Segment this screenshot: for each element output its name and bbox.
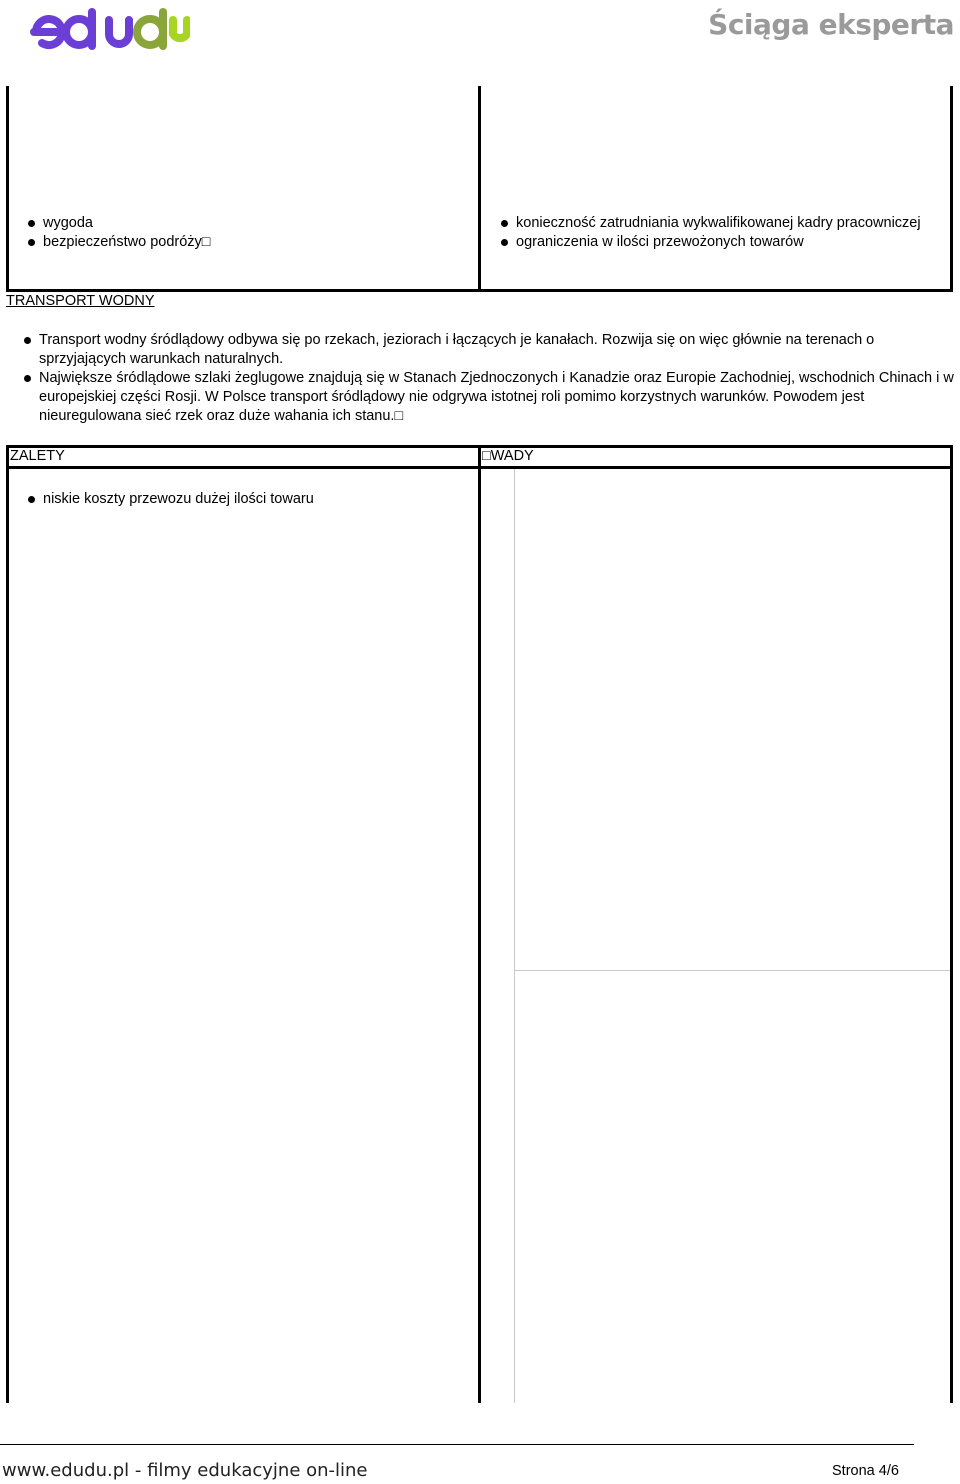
table-border xyxy=(950,86,953,292)
inner-border xyxy=(514,469,515,1403)
tagline: Ściąga eksperta xyxy=(708,8,954,41)
section-title: TRANSPORT WODNY xyxy=(6,293,155,309)
inner-border xyxy=(514,970,950,971)
page-number: Strona 4/6 xyxy=(832,1463,899,1479)
column-header-pros: ZALETY xyxy=(10,448,65,464)
edudu-logo xyxy=(28,6,190,50)
table-border xyxy=(6,289,953,292)
top-right-list xyxy=(501,214,946,252)
list-item: niskie koszty przewozu dużej ilości towaru xyxy=(28,490,468,509)
list-item: konieczność zatrudniania wykwalifikowanej kadry pracowniczej xyxy=(501,214,946,233)
top-left-list xyxy=(28,214,468,252)
column-header-cons: □WADY xyxy=(482,448,534,464)
table-border xyxy=(6,445,9,1403)
list-item: wygoda xyxy=(28,214,468,233)
table-border xyxy=(950,445,953,1403)
section-bullets xyxy=(24,331,959,426)
footer-site-link[interactable]: www.edudu.pl - filmy edukacyjne on-line xyxy=(2,1460,368,1481)
list-item: ograniczenia w ilości przewożonych towarów xyxy=(501,233,946,252)
table-border xyxy=(6,86,9,292)
footer-divider xyxy=(0,1444,914,1445)
list-item: bezpieczeństwo podróży□ xyxy=(28,233,468,252)
table-border xyxy=(478,445,481,1403)
table-border xyxy=(478,86,481,292)
list-item: Największe śródlądowe szlaki żeglugowe znajdują się w Stanach Zjednoczonych i Kanadzie oraz Europie Zachodniej, wschodnich Chinach i w europejskiej części Rosji. W Polsce transport śródlądowy nie odgrywa istotnej roli pomimo korzystnych warunków. Powodem jest nieuregulowana sieć rzek oraz duże wahania ich stanu.□ xyxy=(24,369,959,426)
list-item: Transport wodny śródlądowy odbywa się po rzekach, jeziorach i łączących je kanałach. Rozwija się on więc głównie na terenach o sprzyjających warunkach naturalnych. xyxy=(24,331,959,369)
pros-list xyxy=(28,490,468,509)
